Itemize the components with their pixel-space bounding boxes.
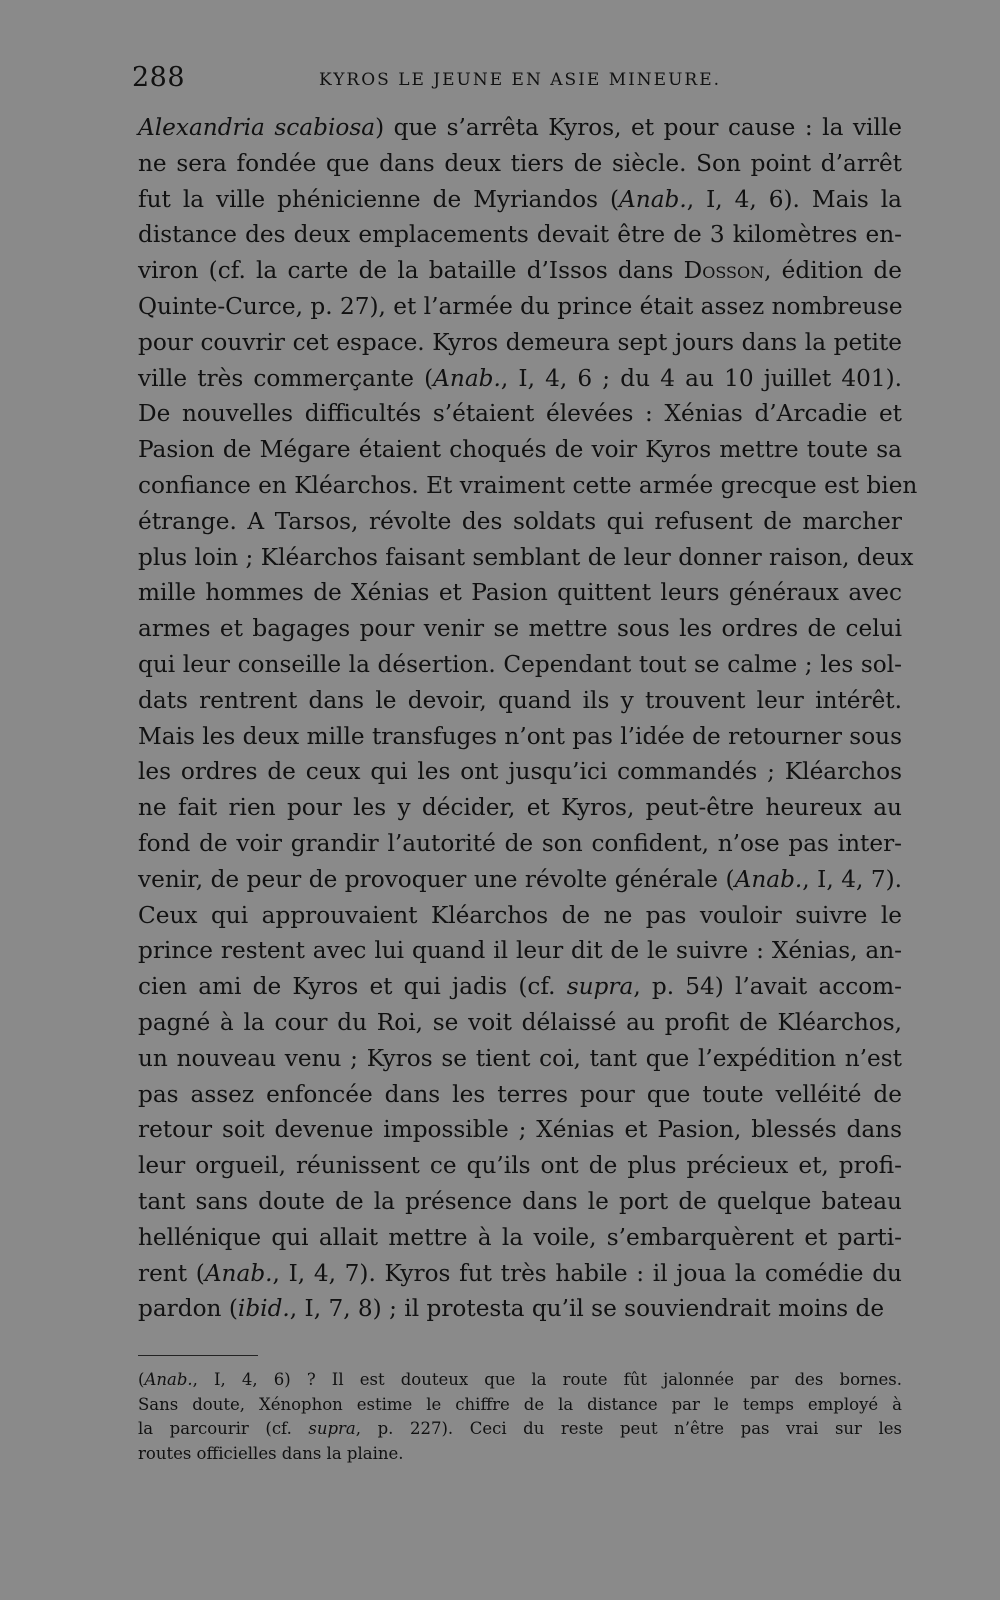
text-line: confiance en Kléarchos. Et vraiment cette armée grecque est bien [138,471,918,499]
text-line: leur orgueil, réunissent ce qu’ils ont de plus précieux et, profi- [138,1152,902,1180]
text-line: pas assez enfoncée dans les terres pour que toute velléité de [138,1080,902,1108]
text-line: pardon (ibid., I, 7, 8) ; il protesta qu’il se souviendrait moins de [138,1295,885,1323]
text-line: Alexandria scabiosa) que s’arrêta Kyros, et pour cause : la ville [138,114,902,141]
text-line: armes et bagages pour venir se mettre sous les ordres de celui [138,615,902,643]
text-line: Quinte-Curce, p. 27), et l’armée du prince était assez nombreuse [138,292,903,320]
text-line: dats rentrent dans le devoir, quand ils y trouvent leur intérêt. [138,686,902,714]
footnote-line: (Anab., I, 4, 6) ? Il est douteux que la route fût jalonnée par des bornes. [138,1370,902,1390]
footnotes [138,1368,902,1466]
text-line: viron (cf. la carte de la bataille d’Issos dans Dosson, édition de [138,257,902,285]
footnote-line: la parcourir (cf. supra, p. 227). Ceci du reste peut n’être pas vrai sur les [138,1419,902,1439]
footnote-line: routes officielles dans la plaine. [138,1443,404,1463]
page-number: 288 [132,62,186,93]
footnote-line: Sans doute, Xénophon estime le chiffre de la distance par le temps employé à [138,1394,902,1414]
text-line: rent (Anab., I, 4, 7). Kyros fut très habile : il joua la comédie du [138,1259,902,1287]
text-line: les ordres de ceux qui les ont jusqu’ici commandés ; Kléarchos [138,758,902,786]
page-header [132,60,902,104]
text-line: distance des deux emplacements devait être de 3 kilomètres en- [138,221,902,249]
body-text [138,110,918,1327]
text-line: prince restent avec lui quand il leur dit de le suivre : Xénias, an- [138,937,902,965]
text-line: qui leur conseille la désertion. Cependant tout se calme ; les sol- [138,650,902,678]
text-line: un nouveau venu ; Kyros se tient coi, tant que l’expédition n’est [138,1044,902,1072]
text-line: ne fait rien pour les y décider, et Kyros, peut-être heureux au [138,794,902,822]
running-title: KYROS LE JEUNE EN ASIE MINEURE. [318,70,722,90]
text-line: mille hommes de Xénias et Pasion quittent leurs généraux avec [138,579,902,607]
text-line: fond de voir grandir l’autorité de son confident, n’ose pas inter- [138,829,902,857]
text-line: tant sans doute de la présence dans le port de quelque bateau [138,1187,902,1215]
text-line: De nouvelles difficultés s’étaient élevées : Xénias d’Arcadie et [138,400,902,428]
text-line: Mais les deux mille transfuges n’ont pas l’idée de retourner sous [138,722,902,750]
text-line: retour soit devenue impossible ; Xénias et Pasion, blessés dans [138,1116,902,1144]
text-line: hellénique qui allait mettre à la voile, s’embarquèrent et parti- [138,1223,902,1251]
text-line: fut la ville phénicienne de Myriandos (Anab., I, 4, 6). Mais la [138,185,902,213]
book-page [132,60,918,1466]
text-line: Ceux qui approuvaient Kléarchos de ne pas vouloir suivre le [138,901,902,929]
text-line: pagné à la cour du Roi, se voit délaissé au profit de Kléarchos, [138,1008,902,1036]
text-line: ne sera fondée que dans deux tiers de siècle. Son point d’arrêt [138,149,902,177]
text-line: venir, de peur de provoquer une révolte générale (Anab., I, 4, 7). [138,865,902,893]
text-line: plus loin ; Kléarchos faisant semblant de leur donner raison, deux [138,543,914,571]
text-line: ville très commerçante (Anab., I, 4, 6 ; du 4 au 10 juillet 401). [138,364,902,392]
text-line: étrange. A Tarsos, révolte des soldats qui refusent de marcher [138,507,902,535]
text-line: pour couvrir cet espace. Kyros demeura sept jours dans la petite [138,328,902,356]
text-line: Pasion de Mégare étaient choqués de voir Kyros mettre toute sa [138,436,902,464]
text-line: cien ami de Kyros et qui jadis (cf. supra, p. 54) l’avait accom- [138,973,903,1001]
footnote-divider [138,1355,258,1356]
